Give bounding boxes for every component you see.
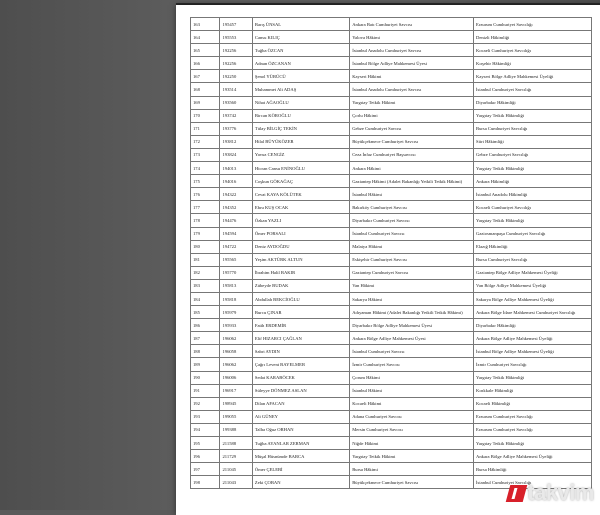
current-post-cell: Ceza İnfaz Cumhuriyet Başsavcısı bbox=[350, 148, 474, 161]
table-row bbox=[191, 437, 592, 450]
current-post-cell: Ankara Batı Cumhuriyet Savcısı bbox=[350, 18, 474, 31]
registry-number-cell: 193560 bbox=[220, 96, 252, 109]
table-row bbox=[191, 463, 592, 476]
registry-number-cell: 195565 bbox=[220, 253, 252, 266]
current-post-cell: Gaziantep Cumhuriyet Savcısı bbox=[350, 266, 474, 279]
person-name-cell: Sedat KARABÖCEK bbox=[252, 371, 349, 384]
new-post-cell: Kırıkkale Hâkimliği bbox=[474, 384, 592, 397]
table-row bbox=[191, 96, 592, 109]
person-name-cell: Tuğba AYANLAR ZERMAN bbox=[252, 437, 349, 450]
table-row bbox=[191, 319, 592, 332]
row-number-cell: 183 bbox=[191, 279, 220, 292]
registry-number-cell: 196006 bbox=[220, 371, 252, 384]
row-number-cell: 194 bbox=[191, 423, 220, 436]
person-name-cell: Yavuz CENGİZ bbox=[252, 148, 349, 161]
row-number-cell: 178 bbox=[191, 214, 220, 227]
current-post-cell: Ankara Bölge Adliye Mahkemesi Üyesi bbox=[350, 332, 474, 345]
new-post-cell: Sakarya Bölge Adliye Mahkemesi Üyeliği bbox=[474, 292, 592, 305]
table-row bbox=[191, 384, 592, 397]
row-number-cell: 167 bbox=[191, 70, 220, 83]
registry-number-cell: 195457 bbox=[220, 18, 252, 31]
table-row bbox=[191, 18, 592, 31]
new-post-cell: Kocaeli Cumhuriyet Savcılığı bbox=[474, 201, 592, 214]
current-post-cell: Çorlu Hâkimi bbox=[350, 109, 474, 122]
current-post-cell: Bursa Hâkimi bbox=[350, 463, 474, 476]
registry-number-cell: 194322 bbox=[220, 188, 252, 201]
new-post-cell: Van Bölge Adliye Mahkemesi Üyeliği bbox=[474, 279, 592, 292]
person-name-cell: Tülay BİLGİÇ TEKİN bbox=[252, 122, 349, 135]
registry-number-cell: 195933 bbox=[220, 319, 252, 332]
registry-number-cell: 196058 bbox=[220, 345, 252, 358]
current-post-cell: Van Hâkimi bbox=[350, 279, 474, 292]
person-name-cell: İbrahim Halil BAKIR bbox=[252, 266, 349, 279]
registry-number-cell: 211043 bbox=[220, 476, 252, 489]
registry-number-cell: 193514 bbox=[220, 83, 252, 96]
table-row bbox=[191, 175, 592, 188]
row-number-cell: 165 bbox=[191, 44, 220, 57]
table-row bbox=[191, 332, 592, 345]
table-row bbox=[191, 266, 592, 279]
person-name-cell: Talha Oğuz ORHAN bbox=[252, 423, 349, 436]
row-number-cell: 180 bbox=[191, 240, 220, 253]
watermark-text: takvim bbox=[527, 480, 594, 505]
person-name-cell: Müşal Hüsnümde BARCA bbox=[252, 450, 349, 463]
row-number-cell: 171 bbox=[191, 122, 220, 135]
row-number-cell: 181 bbox=[191, 253, 220, 266]
row-number-cell: 185 bbox=[191, 306, 220, 319]
person-name-cell: Yeşim AKTÜRK ALTUN bbox=[252, 253, 349, 266]
person-name-cell: Abdullah BEKCİOĞLU bbox=[252, 292, 349, 305]
row-number-cell: 186 bbox=[191, 319, 220, 332]
new-post-cell: Erzurum Cumhuriyet Savcılığı bbox=[474, 410, 592, 423]
registry-number-cell: 199055 bbox=[220, 410, 252, 423]
person-name-cell: Hilal BÜYÜKÖZER bbox=[252, 135, 349, 148]
person-name-cell: Süleyye DÖNMEZ ASLAN bbox=[252, 384, 349, 397]
row-number-cell: 189 bbox=[191, 358, 220, 371]
new-post-cell: Yargıtay Tetkik Hâkimliği bbox=[474, 109, 592, 122]
current-post-cell: İzmir Cumhuriyet Savcısı bbox=[350, 358, 474, 371]
new-post-cell: Gebze Cumhuriyet Savcılığı bbox=[474, 148, 592, 161]
new-post-cell: İzmir Cumhuriyet Savcılığı bbox=[474, 358, 592, 371]
new-post-cell: Kayseri Bölge Adliye Mahkemesi Üyeliği bbox=[474, 70, 592, 83]
registry-number-cell: 196917 bbox=[220, 384, 252, 397]
row-number-cell: 198 bbox=[191, 476, 220, 489]
registry-number-cell: 192250 bbox=[220, 70, 252, 83]
row-number-cell: 176 bbox=[191, 188, 220, 201]
table-row bbox=[191, 148, 592, 161]
current-post-cell: Gebze Cumhuriyet Savcısı bbox=[350, 122, 474, 135]
new-post-cell: Erzurum Cumhuriyet Savcılığı bbox=[474, 423, 592, 436]
person-name-cell: Elif HIZARCI ÇAĞLAN bbox=[252, 332, 349, 345]
registry-number-cell: 194722 bbox=[220, 240, 252, 253]
new-post-cell: Bursa Cumhuriyet Savcılığı bbox=[474, 253, 592, 266]
person-name-cell: Tuğba ÖZCAN bbox=[252, 44, 349, 57]
registry-number-cell: 192256 bbox=[220, 44, 252, 57]
registry-number-cell: 196062 bbox=[220, 358, 252, 371]
person-name-cell: Ömer ÇELEBİ bbox=[252, 463, 349, 476]
current-post-cell: İstanbul Hâkimi bbox=[350, 384, 474, 397]
row-number-cell: 175 bbox=[191, 175, 220, 188]
new-post-cell: Yargıtay Tetkik Hâkimliği bbox=[474, 437, 592, 450]
row-number-cell: 173 bbox=[191, 148, 220, 161]
appointment-table bbox=[190, 17, 592, 489]
current-post-cell: Yargıtay Tetkik Hâkimi bbox=[350, 450, 474, 463]
registry-number-cell: 194476 bbox=[220, 214, 252, 227]
table-row bbox=[191, 450, 592, 463]
current-post-cell: Sakarya Hâkimi bbox=[350, 292, 474, 305]
new-post-cell: Denizli Hâkimliği bbox=[474, 31, 592, 44]
row-number-cell: 196 bbox=[191, 450, 220, 463]
current-post-cell: Niğde Hâkimi bbox=[350, 437, 474, 450]
current-post-cell: Adana Cumhuriyet Savcısı bbox=[350, 410, 474, 423]
person-name-cell: Fatih ERDEMİR bbox=[252, 319, 349, 332]
row-number-cell: 177 bbox=[191, 201, 220, 214]
person-name-cell: Coşkun GÖKAĞAÇ bbox=[252, 175, 349, 188]
registry-number-cell: 194016 bbox=[220, 175, 252, 188]
takvim-logo-icon bbox=[508, 485, 525, 502]
row-number-cell: 179 bbox=[191, 227, 220, 240]
new-post-cell: Diyarbakır Hâkimliği bbox=[474, 319, 592, 332]
current-post-cell: Büyükçekmece Cumhuriyet Savcısı bbox=[350, 135, 474, 148]
person-name-cell: Sabri AYDIN bbox=[252, 345, 349, 358]
table-row bbox=[191, 345, 592, 358]
new-post-cell: Yargıtay Tetkik Hâkimliği bbox=[474, 371, 592, 384]
current-post-cell: Büyükçekmece Cumhuriyet Savcısı bbox=[350, 476, 474, 489]
row-number-cell: 168 bbox=[191, 83, 220, 96]
table-row bbox=[191, 358, 592, 371]
row-number-cell: 187 bbox=[191, 332, 220, 345]
person-name-cell: Burcu ÇINAR bbox=[252, 306, 349, 319]
table-row bbox=[191, 253, 592, 266]
new-post-cell: Bursa Hâkimliği bbox=[474, 463, 592, 476]
current-post-cell: İstanbul Bölge Adliye Mahkemesi Üyesi bbox=[350, 57, 474, 70]
new-post-cell: Yargıtay Tetkik Hâkimliği bbox=[474, 162, 592, 175]
person-name-cell: Hicran Cansu ENİNOĞLU bbox=[252, 162, 349, 175]
table-row bbox=[191, 109, 592, 122]
person-name-cell: Çağrı Levent BAYELMER bbox=[252, 358, 349, 371]
table-row bbox=[191, 306, 592, 319]
new-post-cell: Kırşehir Hâkimliği bbox=[474, 57, 592, 70]
current-post-cell: Gaziantep Hâkimi (Adalet Bakanlığı Yetkili Tetkik Hâkimi) bbox=[350, 175, 474, 188]
row-number-cell: 182 bbox=[191, 266, 220, 279]
person-name-cell: Ömer PORSALI bbox=[252, 227, 349, 240]
new-post-cell: Siirt Hâkimliği bbox=[474, 135, 592, 148]
new-post-cell: Elazığ Hâkimliği bbox=[474, 240, 592, 253]
current-post-cell: Diyarbakır Bölge Adliye Mahkemesi Üyesi bbox=[350, 319, 474, 332]
person-name-cell: Adnan ÖZCANAN bbox=[252, 57, 349, 70]
registry-number-cell: 194594 bbox=[220, 227, 252, 240]
person-name-cell: Dilan AFACAN bbox=[252, 397, 349, 410]
table-row bbox=[191, 122, 592, 135]
row-number-cell: 166 bbox=[191, 57, 220, 70]
new-post-cell: İstanbul Cumhuriyet Savcılığı bbox=[474, 83, 592, 96]
person-name-cell: Şenol YÜRÜCÜ bbox=[252, 70, 349, 83]
registry-number-cell: 211729 bbox=[220, 450, 252, 463]
registry-number-cell: 193812 bbox=[220, 135, 252, 148]
row-number-cell: 169 bbox=[191, 96, 220, 109]
current-post-cell: Kayseri Hâkimi bbox=[350, 70, 474, 83]
new-post-cell: Ankara Bölge İdare Mahkemesi Cumhuriyet Savcılığı bbox=[474, 306, 592, 319]
current-post-cell: Kocaeli Hâkimi bbox=[350, 397, 474, 410]
current-post-cell: Bakırköy Cumhuriyet Savcısı bbox=[350, 201, 474, 214]
registry-number-cell: 195813 bbox=[220, 279, 252, 292]
new-post-cell: İstanbul Cumhuriyet Savcılığı bbox=[474, 476, 592, 489]
table-row bbox=[191, 162, 592, 175]
registry-number-cell: 193742 bbox=[220, 109, 252, 122]
new-post-cell: İstanbul Anadolu Hâkimliği bbox=[474, 188, 592, 201]
row-number-cell: 172 bbox=[191, 135, 220, 148]
table-row bbox=[191, 31, 592, 44]
row-number-cell: 192 bbox=[191, 397, 220, 410]
current-post-cell: İstanbul Anadolu Cumhuriyet Savcısı bbox=[350, 44, 474, 57]
current-post-cell: Ankara Hâkimi bbox=[350, 162, 474, 175]
registry-number-cell: 193776 bbox=[220, 122, 252, 135]
table-row bbox=[191, 292, 592, 305]
new-post-cell: Kocaeli Hâkimliği bbox=[474, 397, 592, 410]
current-post-cell: Yargıtay Tetkik Hâkimi bbox=[350, 96, 474, 109]
new-post-cell: Kocaeli Cumhuriyet Savcılığı bbox=[474, 44, 592, 57]
person-name-cell: Muhammet Ali ADAŞ bbox=[252, 83, 349, 96]
current-post-cell: Mersin Cumhuriyet Savcısı bbox=[350, 423, 474, 436]
current-post-cell: Malatya Hâkimi bbox=[350, 240, 474, 253]
new-post-cell: Yargıtay Tetkik Hâkimliği bbox=[474, 214, 592, 227]
current-post-cell: İstanbul Hâkimi bbox=[350, 188, 474, 201]
table-row bbox=[191, 188, 592, 201]
registry-number-cell: 211045 bbox=[220, 463, 252, 476]
new-post-cell: Bursa Cumhuriyet Savcılığı bbox=[474, 122, 592, 135]
row-number-cell: 195 bbox=[191, 437, 220, 450]
table-row bbox=[191, 70, 592, 83]
registry-number-cell: 194352 bbox=[220, 201, 252, 214]
new-post-cell: Gaziosmanpaşa Cumhuriyet Savcılığı bbox=[474, 227, 592, 240]
person-name-cell: Cevat KAYA KÖLÜTEK bbox=[252, 188, 349, 201]
new-post-cell: İstanbul Bölge Adliye Mahkemesi Üyeliği bbox=[474, 345, 592, 358]
table-row bbox=[191, 44, 592, 57]
row-number-cell: 163 bbox=[191, 18, 220, 31]
row-number-cell: 188 bbox=[191, 345, 220, 358]
person-name-cell: Ebru KUŞ OCAK bbox=[252, 201, 349, 214]
row-number-cell: 174 bbox=[191, 162, 220, 175]
table-row bbox=[191, 57, 592, 70]
table-row bbox=[191, 423, 592, 436]
new-post-cell: Gaziantep Bölge Adliye Mahkemesi Üyeliği bbox=[474, 266, 592, 279]
person-name-cell: Barış ÜNSAL bbox=[252, 18, 349, 31]
registry-number-cell: 198945 bbox=[220, 397, 252, 410]
registry-number-cell: 192256 bbox=[220, 57, 252, 70]
table-row bbox=[191, 227, 592, 240]
registry-number-cell: 195979 bbox=[220, 306, 252, 319]
current-post-cell: Diyarbakır Cumhuriyet Savcısı bbox=[350, 214, 474, 227]
row-number-cell: 191 bbox=[191, 384, 220, 397]
table-row bbox=[191, 240, 592, 253]
table-row bbox=[191, 397, 592, 410]
row-number-cell: 164 bbox=[191, 31, 220, 44]
row-number-cell: 193 bbox=[191, 410, 220, 423]
person-name-cell: Ali GÜNEY bbox=[252, 410, 349, 423]
table-row bbox=[191, 214, 592, 227]
person-name-cell: Özkan YAZLI bbox=[252, 214, 349, 227]
person-name-cell: Zübeyde BUDAK bbox=[252, 279, 349, 292]
new-post-cell: Erzurum Cumhuriyet Savcılığı bbox=[474, 18, 592, 31]
table-row bbox=[191, 135, 592, 148]
registry-number-cell: 195818 bbox=[220, 292, 252, 305]
person-name-cell: Deniz AYDOĞDU bbox=[252, 240, 349, 253]
document-page bbox=[176, 5, 600, 515]
registry-number-cell: 196062 bbox=[220, 332, 252, 345]
table-row bbox=[191, 410, 592, 423]
current-post-cell: Adıyaman Hâkimi (Adalet Bakanlığı Yetkili Tetkik Hâkimi) bbox=[350, 306, 474, 319]
takvim-watermark bbox=[508, 480, 594, 506]
row-number-cell: 170 bbox=[191, 109, 220, 122]
current-post-cell: İstanbul Cumhuriyet Savcısı bbox=[350, 227, 474, 240]
current-post-cell: Çorum Hâkimi bbox=[350, 371, 474, 384]
registry-number-cell: 193824 bbox=[220, 148, 252, 161]
table-row bbox=[191, 201, 592, 214]
registry-number-cell: 199388 bbox=[220, 423, 252, 436]
current-post-cell: Yalova Hâkimi bbox=[350, 31, 474, 44]
row-number-cell: 184 bbox=[191, 292, 220, 305]
row-number-cell: 190 bbox=[191, 371, 220, 384]
table-row bbox=[191, 371, 592, 384]
person-name-cell: Zeki ÇOBAN bbox=[252, 476, 349, 489]
person-name-cell: Bircan KÖROĞLU bbox=[252, 109, 349, 122]
registry-number-cell: 194013 bbox=[220, 162, 252, 175]
current-post-cell: İstanbul Anadolu Cumhuriyet Savcısı bbox=[350, 83, 474, 96]
current-post-cell: İstanbul Cumhuriyet Savcısı bbox=[350, 345, 474, 358]
person-name-cell: Cansu KILIÇ bbox=[252, 31, 349, 44]
person-name-cell: Nihat AĞAOĞLU bbox=[252, 96, 349, 109]
table-row bbox=[191, 83, 592, 96]
registry-number-cell: 195553 bbox=[220, 31, 252, 44]
new-post-cell: Diyarbakır Hâkimliği bbox=[474, 96, 592, 109]
new-post-cell: Ankara Bölge Adliye Mahkemesi Üyeliği bbox=[474, 450, 592, 463]
table-row bbox=[191, 279, 592, 292]
registry-number-cell: 211588 bbox=[220, 437, 252, 450]
current-post-cell: Eskişehir Cumhuriyet Savcısı bbox=[350, 253, 474, 266]
new-post-cell: Ankara Hâkimliği bbox=[474, 175, 592, 188]
new-post-cell: Ankara Bölge Adliye Mahkemesi Üyeliği bbox=[474, 332, 592, 345]
appointment-table-body bbox=[191, 18, 592, 489]
registry-number-cell: 195770 bbox=[220, 266, 252, 279]
row-number-cell: 197 bbox=[191, 463, 220, 476]
